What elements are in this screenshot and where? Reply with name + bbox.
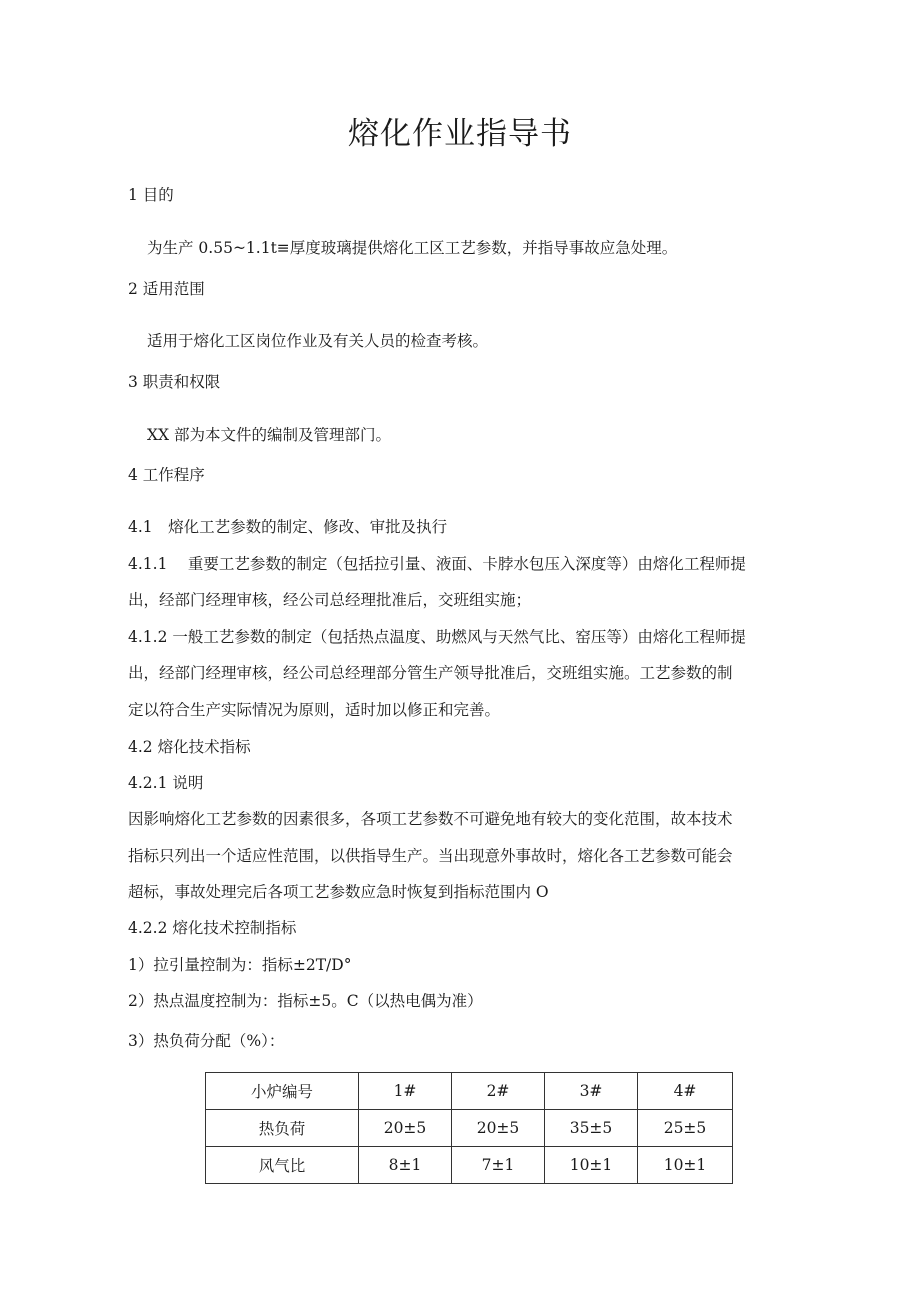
table-header-cell: 1#: [359, 1073, 452, 1110]
section-4-1-heading: 4.1 熔化工艺参数的制定、修改、审批及执行: [128, 518, 448, 536]
table-header-row: [206, 1073, 733, 1110]
table-header-cell: 4#: [638, 1073, 733, 1110]
table-cell: 10±1: [545, 1147, 638, 1184]
section-4-2-1-line: 超标，事故处理完后各项工艺参数应急时恢复到指标范围内 O: [128, 883, 549, 901]
section-4-2-2-heading: 4.2.2 熔化技术控制指标: [128, 919, 297, 937]
table-cell: 35±5: [545, 1110, 638, 1147]
section-4-2-1-line: 因影响熔化工艺参数的因素很多，各项工艺参数不可避免地有较大的变化范围，故本技术: [128, 810, 733, 828]
list-item: 2）热点温度控制为：指标±5。C（以热电偶为准）: [128, 992, 483, 1010]
section-4-2-1-heading: 4.2.1 说明: [128, 774, 204, 792]
section-4-1-2-line: 出，经部门经理审核，经公司总经理部分管生产领导批准后，交班组实施。工艺参数的制: [128, 664, 733, 682]
table-cell: 10±1: [638, 1147, 733, 1184]
section-1-body: 为生产 0.55~1.1t≡厚度玻璃提供熔化工区工艺参数，并指导事故应急处理。: [147, 239, 678, 257]
section-4-1-2-line: 4.1.2 一般工艺参数的制定（包括热点温度、助燃风与天然气比、窑压等）由熔化工程师提: [128, 628, 746, 646]
table-header-cell: 2#: [452, 1073, 545, 1110]
section-2-body: 适用于熔化工区岗位作业及有关人员的检查考核。: [147, 332, 489, 350]
section-4-1-1-line: 出，经部门经理审核，经公司总经理批准后，交班组实施；: [128, 591, 532, 609]
table-header-cell: 小炉编号: [206, 1073, 359, 1110]
section-4-2-1-line: 指标只列出一个适应性范围，以供指导生产。当出现意外事故时，熔化各工艺参数可能会: [128, 847, 733, 865]
table-row: [206, 1110, 733, 1147]
table-cell: 8±1: [359, 1147, 452, 1184]
table-row: [206, 1147, 733, 1184]
section-2-heading: 2 适用范围: [128, 280, 205, 298]
list-item: 1）拉引量控制为：指标±2T/D°: [128, 956, 352, 974]
table-header-cell: 3#: [545, 1073, 638, 1110]
section-1-heading: 1 目的: [128, 186, 174, 204]
section-4-2-heading: 4.2 熔化技术指标: [128, 738, 251, 756]
table-cell: 20±5: [359, 1110, 452, 1147]
table-cell: 20±5: [452, 1110, 545, 1147]
heat-load-table: [205, 1072, 733, 1184]
section-3-heading: 3 职责和权限: [128, 373, 221, 391]
section-3-body: XX 部为本文件的编制及管理部门。: [147, 426, 391, 444]
table-cell: 7±1: [452, 1147, 545, 1184]
section-4-heading: 4 工作程序: [128, 466, 205, 484]
list-item: 3）热负荷分配（%）：: [128, 1032, 285, 1050]
document-title: 熔化作业指导书: [348, 116, 572, 152]
table-cell: 热负荷: [206, 1110, 359, 1147]
table-cell: 25±5: [638, 1110, 733, 1147]
table-cell: 风气比: [206, 1147, 359, 1184]
section-4-1-1-line: 4.1.1 重要工艺参数的制定（包括拉引量、液面、卡脖水包压入深度等）由熔化工程师提: [128, 555, 746, 573]
section-4-1-2-line: 定以符合生产实际情况为原则，适时加以修正和完善。: [128, 701, 501, 719]
